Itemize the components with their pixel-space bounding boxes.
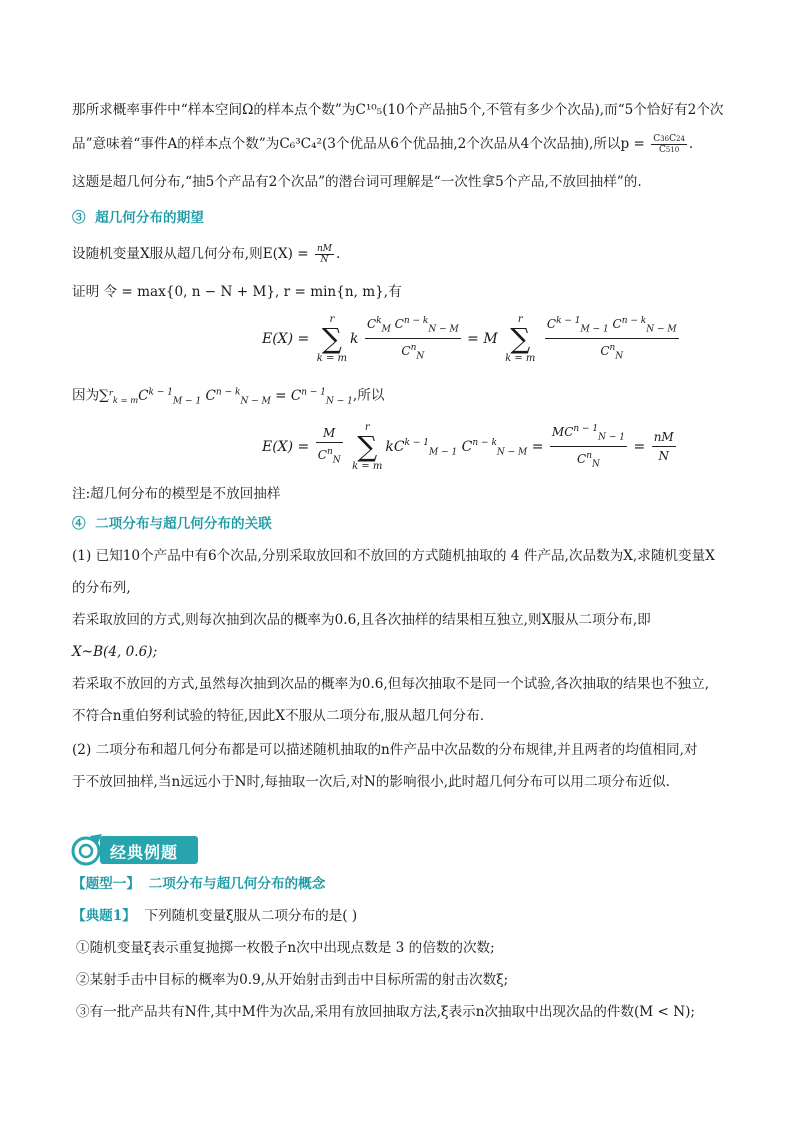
expectation-formula-1: E(X) = r ∑ k = m k $\frac{C^k_M C^{n - k}_{N - M}}{C^n_N}$ = M r ∑ k = m $\frac{C^{k - 1}_{M - 1} C^{n - k}_{N - M}}{C^n_N}$: [262, 313, 677, 364]
type-tag: 【题型一】: [72, 876, 140, 892]
refresh-arrow-icon: [70, 832, 104, 868]
expectation-formula-2: E(X) = $\frac{M}{C^n_N}$ r ∑ k = m $kC^{k - 1}_{M - 1}$ $C^{n - k}_{N - M}$ = $\frac{MC^{n - 1}_{N - 1}}{C^n_N}$ = $\frac{nM}{N}$: [262, 421, 674, 472]
note-text: 注:超几何分布的模型是不放回抽样: [72, 486, 281, 502]
question-1-line-d: [72, 642, 732, 662]
sum-symbol: r ∑ k = m: [505, 313, 536, 364]
expectation-fraction: $\frac{nM}{N}$: [316, 244, 332, 265]
question-text: 若采取放回的方式,则每次抽到次品的概率为0.6,且各次抽样的结果相互独立,则X服从二项分布,即: [72, 612, 651, 628]
classic-examples-banner: [70, 832, 200, 868]
question-1-line-b: [72, 578, 732, 598]
section-marker: ③: [72, 210, 86, 226]
formula-fraction: $\frac{nM}{N}$: [653, 430, 674, 464]
expectation-text: 设随机变量X服从超几何分布,则E(X) =: [72, 246, 309, 262]
formula-lhs: E(X) =: [262, 330, 310, 347]
question-text: X~B(4, 0.6);: [72, 644, 158, 660]
question-text: 若采取不放回的方式,虽然每次抽到次品的概率为0.6,但每次抽取不是同一个试验,各次抽取的结果也不独立,: [72, 676, 710, 692]
section-heading-expectation: [72, 208, 732, 228]
example-tag: 【典题1】: [72, 908, 136, 924]
question-1-line-c: [72, 610, 732, 630]
question-text: (2) 二项分布和超几何分布都是可以描述随机抽取的n件产品中次品数的分布规律,并且两者的均值相同,对: [72, 742, 698, 758]
formula-equals: =: [531, 438, 544, 455]
item-text: ②某射手击中目标的概率为0.9,从开始射击到击中目标所需的射击次数ξ;: [76, 972, 509, 988]
paragraph-interpretation: [72, 172, 732, 192]
expectation-statement: 设随机变量X服从超几何分布,则E(X) = $\frac{nM}{N}$ .: [72, 244, 341, 265]
proof-statement: [72, 282, 732, 302]
note-line: [72, 484, 732, 504]
formula-fraction: $\frac{C^k_M C^{n - k}_{N - M}}{C^n_N}$: [365, 312, 461, 366]
because-statement: 因为$\sum^r_{k = m}C^{k - 1}_{M - 1}$ $C^{n - k}_{N - M} = C^{n - 1}_{N - 1}$,所以: [72, 387, 385, 407]
section-heading-relation: [72, 514, 732, 534]
question-text: 于不放回抽样,当n远远小于N时,每抽取一次后,对N的影响很小,此时超几何分布可以用二项分布近似.: [72, 774, 670, 790]
probability-fraction: $\frac{C36C24}{C510}$: [653, 134, 685, 155]
proof-text: 证明 令 = max{0, n − N + M}, r = min{n, m},有: [72, 284, 402, 300]
type-1-heading: [72, 874, 732, 894]
question-2-line-a: [72, 740, 732, 760]
formula-fraction: $\frac{M}{C^n_N}$: [317, 426, 341, 466]
question-1-line-f: [72, 706, 732, 726]
banner-label: 经典例题: [110, 843, 179, 862]
type-title: 二项分布与超几何分布的概念: [148, 876, 326, 892]
formula-lhs: E(X) =: [262, 438, 310, 455]
item-text: ①随机变量ξ表示重复抛掷一枚骰子n次中出现点数是 3 的倍数的次数;: [76, 940, 495, 956]
question-text: (1) 已知10个产品中有6个次品,分别采取放回和不放回的方式随机抽取的 4 件产品,次品数为X,求随机变量X: [72, 548, 715, 564]
example-1-item-1: [76, 938, 736, 958]
paragraph-text: 品”意味着“事件A的样本点个数”为C₆³C₄²(3个优品从6个优品抽,2个次品从4个次品抽),所以p =: [72, 136, 645, 152]
question-1-line-e: [72, 674, 732, 694]
sum-symbol: r ∑ k = m: [352, 421, 383, 472]
section-title: 超几何分布的期望: [95, 210, 204, 226]
question-2-line-b: [72, 772, 732, 792]
example-text: 下列随机变量ξ服从二项分布的是( ): [144, 908, 358, 924]
example-1-item-2: [76, 970, 736, 990]
section-marker: ④: [72, 516, 86, 532]
formula-fraction: $\frac{C^{k - 1}_{M - 1} C^{n - k}_{N - M}}{C^n_N}$: [545, 312, 679, 366]
because-end: ,所以: [352, 387, 385, 404]
question-text: 不符合n重伯努利试验的特征,因此X不服从二项分布,服从超几何分布.: [72, 708, 485, 724]
section-title: 二项分布与超几何分布的关联: [95, 516, 272, 532]
question-text: 的分布列,: [72, 580, 131, 596]
formula-fraction: $\frac{MC^{n - 1}_{N - 1}}{C^n_N}$: [550, 420, 627, 474]
example-1-item-3: [76, 1002, 736, 1022]
because-text: 因为∑: [72, 387, 109, 404]
paragraph-event-count: 品”意味着“事件A的样本点个数”为C₆³C₄²(3个优品从6个优品抽,2个次品从4个次品抽),所以p = $\frac{C36C24}{C510}$ .: [72, 134, 694, 155]
formula-mid: = M: [467, 330, 498, 347]
sum-symbol: r ∑ k = m: [316, 313, 348, 364]
item-text: ③有一批产品共有N件,其中M件为次品,采用有放回抽取方法,ξ表示n次抽取中出现次品的件数(M < N);: [76, 1004, 696, 1020]
paragraph-text: 这题是超几何分布,“抽5个产品有2个次品”的潜台词可理解是“一次性拿5个产品,不放回抽样”的.: [72, 174, 642, 190]
paragraph-sample-space: [72, 100, 732, 120]
paragraph-text: 那所求概率事件中“样本空间Ω的样本点个数”为C¹⁰₅(10个产品抽5个,不管有多少个次品),而“5个恰好有2个次: [72, 102, 724, 118]
question-1-line-a: [72, 546, 732, 566]
example-1-question: [72, 906, 732, 926]
